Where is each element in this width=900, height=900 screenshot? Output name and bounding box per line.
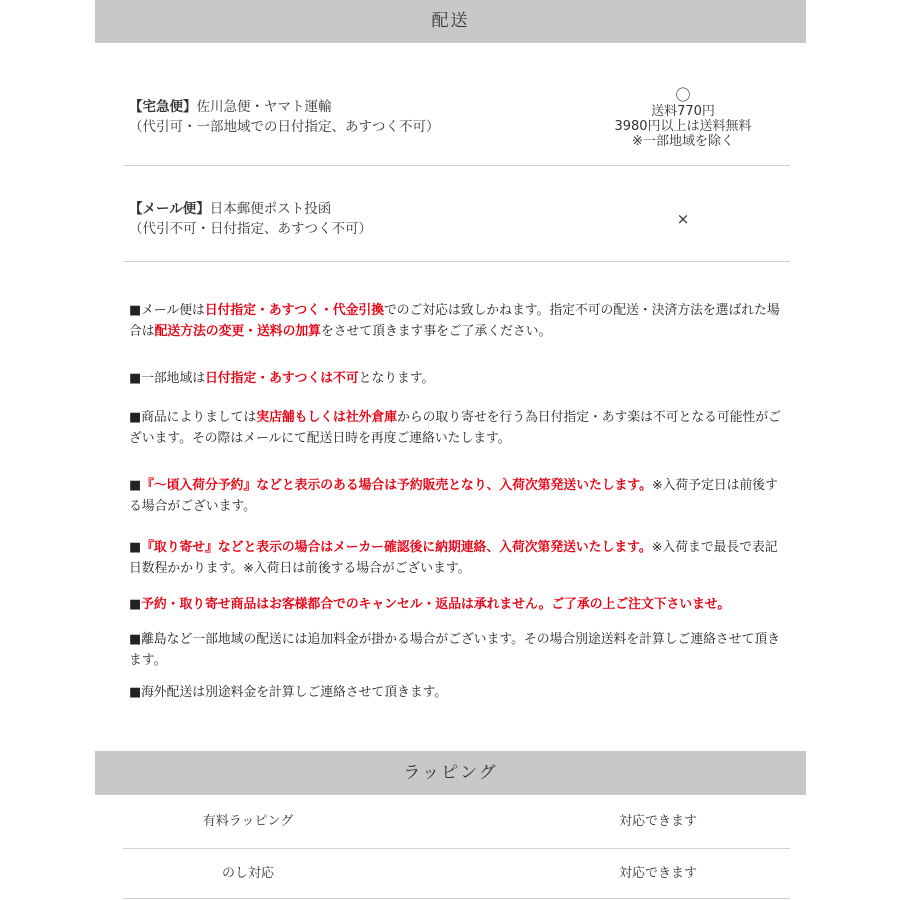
- status-line: ※一部地域を除く: [632, 134, 734, 149]
- wrapping-value: 対応できます: [618, 814, 697, 829]
- note-paragraph: [129, 407, 789, 449]
- status-line: 送料770円: [651, 104, 715, 119]
- note-paragraph: [129, 629, 789, 671]
- shipping-method-type: 【メール便】: [129, 201, 210, 217]
- note-text: ■: [129, 540, 142, 555]
- note-highlight: 日付指定・あすつく・代金引換: [204, 303, 384, 318]
- note-text: となります。: [358, 371, 435, 386]
- shipping-method: [129, 97, 440, 137]
- note-paragraph: [129, 368, 789, 389]
- note-text: ※入荷予定日は前後する場合がございます。: [129, 478, 778, 514]
- shipping-method-type: 【宅急便】: [129, 99, 197, 115]
- status-line: 3980円以上は送料無料: [614, 119, 752, 134]
- unavailable-mark-icon: ×: [676, 210, 690, 228]
- note-highlight: 『取り寄せ』などと表示の場合はメーカー確認後に納期連絡、入荷次第発送いたします。: [141, 540, 652, 555]
- note-text: ■: [129, 597, 142, 612]
- note-paragraph: [129, 475, 789, 517]
- note-text: ■離島など一部地域の配送には追加料金が掛かる場合がございます。その場合別途送料を計算しご連絡させて頂きます。: [129, 632, 780, 668]
- shipping-status: [583, 212, 783, 227]
- note-paragraph: [129, 594, 789, 615]
- note-highlight: 日付指定・あすつくは不可: [205, 371, 359, 386]
- shipping-method: [129, 199, 372, 239]
- shipping-row-takkyubin: [123, 80, 790, 166]
- shipping-method-note: （代引不可・日付指定、あすつく不可）: [129, 221, 372, 237]
- note-text: をさせて頂きます事をご了承ください。: [320, 324, 552, 339]
- note-paragraph: [129, 682, 789, 703]
- available-mark-icon: 〇: [675, 86, 691, 104]
- shipping-notes: [129, 300, 789, 720]
- shipping-status: [583, 86, 783, 149]
- shipping-method-carrier: 日本郵便ポスト投函: [209, 201, 332, 217]
- note-highlight: 配送方法の変更・送料の加算: [154, 324, 321, 339]
- note-highlight: 『～頃入荷分予約』などと表示のある場合は予約販売となり、入荷次第発送いたします。: [141, 478, 652, 493]
- note-highlight: 予約・取り寄せ商品はお客様都合でのキャンセル・返品は承れません。ご了承の上ご注文下さいませ。: [141, 597, 731, 612]
- shipping-row-mailbin: [123, 166, 790, 262]
- wrapping-title: ラッピング: [403, 763, 498, 783]
- note-text: ※入荷まで最長で表記日数程かかります。※入荷日は前後する場合がございます。: [129, 540, 778, 576]
- note-paragraph: [129, 300, 789, 342]
- note-text: からの取り寄せを行う為日付指定・あす楽は不可となる可能性がございます。その際はメールにて配送日時を再度ご連絡いたします。: [129, 410, 781, 446]
- shipping-title: 配送: [431, 11, 470, 31]
- wrapping-value: 対応できます: [618, 866, 697, 881]
- shipping-method-note: （代引可・一部地域での日付指定、あすつく不可）: [129, 119, 440, 135]
- wrapping-label: のし対応: [221, 866, 274, 881]
- wrapping-row-paid: [123, 795, 790, 849]
- wrapping-section-header: [95, 751, 806, 795]
- note-highlight: 実店舗もしくは社外倉庫: [256, 410, 398, 425]
- note-paragraph: [129, 537, 789, 579]
- wrapping-row-noshi: [123, 849, 790, 899]
- wrapping-label: 有料ラッピング: [202, 814, 294, 829]
- note-text: ■一部地域は: [129, 371, 206, 386]
- shipping-method-carrier: 佐川急便・ヤマト運輸: [196, 99, 332, 115]
- note-text: ■: [129, 478, 142, 493]
- note-text: でのご対応は致しかねます。指定不可の配送・決済方法を選ばれた場合は: [129, 303, 780, 339]
- shipping-section-header: [95, 0, 806, 43]
- note-text: ■メール便は: [129, 303, 205, 318]
- note-text: ■海外配送は別途料金を計算しご連絡させて頂きます。: [129, 685, 448, 700]
- note-text: ■商品によりましては: [129, 410, 257, 425]
